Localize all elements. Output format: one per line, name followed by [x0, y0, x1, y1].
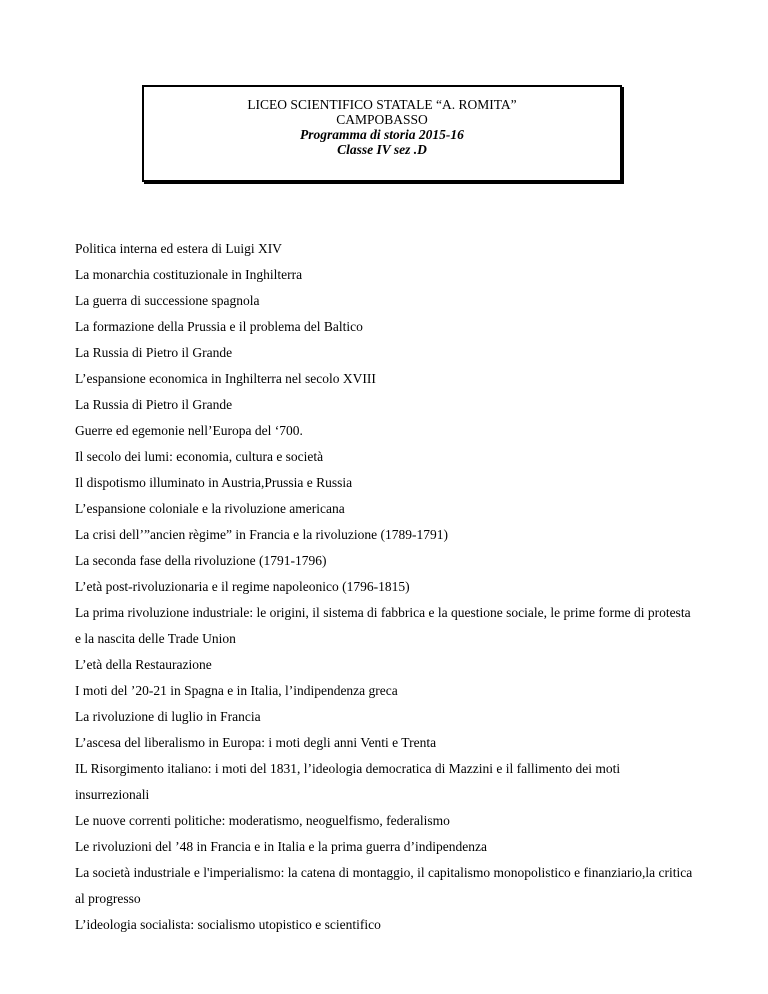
topic-item: La prima rivoluzione industriale: le origini, il sistema di fabbrica e la questione sociale, le prime forme di protesta e la nascita delle Trade Union: [75, 605, 691, 646]
topic-item: La crisi dell’”ancien règime” in Francia e la rivoluzione (1789-1791): [75, 527, 448, 542]
topic-item: La monarchia costituzionale in Inghilterra: [75, 267, 303, 282]
topic-item: Guerre ed egemonie nell’Europa del ‘700.: [75, 423, 303, 438]
program-title: Programma di storia 2015-16: [300, 127, 464, 142]
topic-item: L’espansione economica in Inghilterra nel secolo XVIII: [75, 371, 376, 386]
topic-item: La guerra di successione spagnola: [75, 293, 260, 308]
topic-item: L’ideologia socialista: socialismo utopistico e scientifico: [75, 917, 381, 932]
topic-item: Politica interna ed estera di Luigi XIV: [75, 241, 282, 256]
topic-item: L’età della Restaurazione: [75, 657, 212, 672]
topic-item: La Russia di Pietro il Grande: [75, 345, 233, 360]
school-name: LICEO SCIENTIFICO STATALE “A. ROMITA”: [247, 97, 517, 112]
topic-item: La società industriale e l'imperialismo: la catena di montaggio, il capitalismo monopolistico e finanziario,la critica al progresso: [75, 865, 693, 906]
class-label: Classe IV sez .D: [337, 142, 427, 157]
topic-item: L’espansione coloniale e la rivoluzione americana: [75, 501, 345, 516]
topic-item: Le nuove correnti politiche: moderatismo, neoguelfismo, federalismo: [75, 813, 450, 828]
topic-list: [75, 236, 695, 938]
topic-item: La rivoluzione di luglio in Francia: [75, 709, 261, 724]
topic-item: Il secolo dei lumi: economia, cultura e società: [75, 449, 324, 464]
topic-item: Il dispotismo illuminato in Austria,Prussia e Russia: [75, 475, 353, 490]
header-box: [142, 85, 622, 182]
topic-item: L’età post-rivoluzionaria e il regime napoleonico (1796-1815): [75, 579, 410, 594]
topic-item: La Russia di Pietro il Grande: [75, 397, 233, 412]
school-city: CAMPOBASSO: [336, 112, 428, 127]
topic-item: IL Risorgimento italiano: i moti del 1831, l’ideologia democratica di Mazzini e il fallimento dei moti insurrezionali: [75, 761, 621, 802]
topic-item: I moti del ’20-21 in Spagna e in Italia, l’indipendenza greca: [75, 683, 398, 698]
topic-item: L’ascesa del liberalismo in Europa: i moti degli anni Venti e Trenta: [75, 735, 437, 750]
topic-item: La formazione della Prussia e il problema del Baltico: [75, 319, 363, 334]
topic-item: Le rivoluzioni del ’48 in Francia e in Italia e la prima guerra d’indipendenza: [75, 839, 487, 854]
topic-item: La seconda fase della rivoluzione (1791-1796): [75, 553, 327, 568]
